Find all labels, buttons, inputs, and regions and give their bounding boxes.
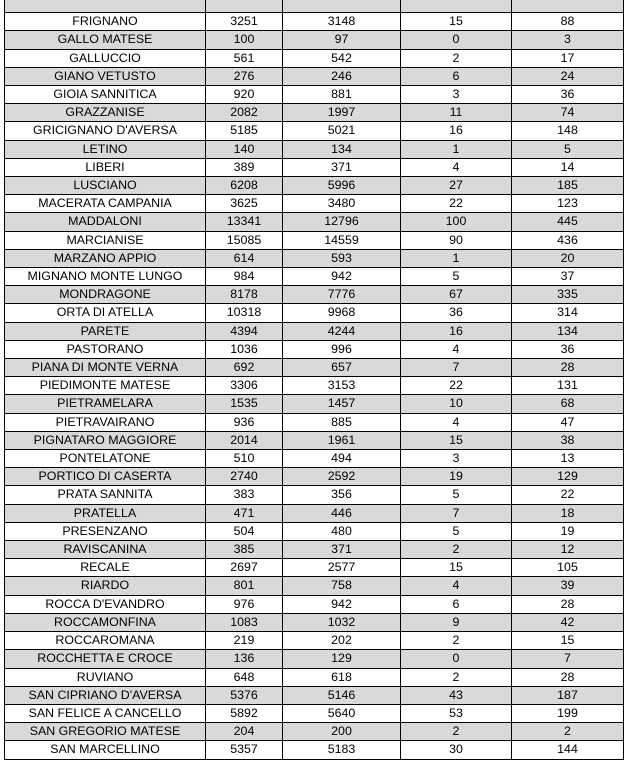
comune-cell: PIETRAVAIRANO <box>5 413 206 431</box>
value-cell-1: 4394 <box>206 322 283 340</box>
value-cell-4: 187 <box>512 686 624 704</box>
value-cell-3: 22 <box>401 377 512 395</box>
value-cell-4: 47 <box>512 413 624 431</box>
value-cell-1: 976 <box>206 595 283 613</box>
table-row <box>5 340 624 358</box>
comune-cell: MARCIANISE <box>5 231 206 249</box>
value-cell-4: 131 <box>512 377 624 395</box>
value-cell-3: 27 <box>401 177 512 195</box>
comune-cell: ROCCA D'EVANDRO <box>5 595 206 613</box>
table-body <box>5 0 624 759</box>
comune-cell: PONTELATONE <box>5 450 206 468</box>
value-cell-3: 1 <box>401 140 512 158</box>
value-cell-2: 9968 <box>283 304 401 322</box>
comune-cell: GALLUCCIO <box>5 49 206 67</box>
comune-cell: RECALE <box>5 559 206 577</box>
value-cell-2: 12796 <box>283 213 401 231</box>
value-cell-3: 7 <box>401 359 512 377</box>
comune-cell: LETINO <box>5 140 206 158</box>
value-cell-3: 4 <box>401 413 512 431</box>
value-cell-2: 2577 <box>283 559 401 577</box>
value-cell-3: 0 <box>401 31 512 49</box>
value-cell-1: 5376 <box>206 686 283 704</box>
value-cell-1: 2740 <box>206 468 283 486</box>
value-cell-4: 5 <box>512 140 624 158</box>
value-cell-2: 881 <box>283 86 401 104</box>
value-cell-4: 28 <box>512 595 624 613</box>
value-cell-2: 885 <box>283 413 401 431</box>
value-cell-4: 19 <box>512 522 624 540</box>
table-row <box>5 613 624 631</box>
value-cell-2: 202 <box>283 632 401 650</box>
value-cell-1: 5185 <box>206 122 283 140</box>
value-cell-2: 657 <box>283 359 401 377</box>
comune-cell: SAN GREGORIO MATESE <box>5 723 206 741</box>
table-row <box>5 504 624 522</box>
value-cell-1: 510 <box>206 450 283 468</box>
value-cell-3: 5 <box>401 486 512 504</box>
value-cell-4: 129 <box>512 468 624 486</box>
value-cell-4: 14 <box>512 158 624 176</box>
value-cell-4: 28 <box>512 668 624 686</box>
value-cell-2: 593 <box>283 249 401 267</box>
value-cell-1: 5357 <box>206 741 283 759</box>
value-cell-2: 5183 <box>283 741 401 759</box>
value-cell-4: 68 <box>512 395 624 413</box>
value-cell-4: 445 <box>512 213 624 231</box>
value-cell-3: 11 <box>401 104 512 122</box>
value-cell-3: 2 <box>401 541 512 559</box>
table-row <box>5 49 624 67</box>
value-cell-3: 100 <box>401 213 512 231</box>
comune-cell: SAN CIPRIANO D'AVERSA <box>5 686 206 704</box>
comune-cell: PIANA DI MONTE VERNA <box>5 359 206 377</box>
comune-cell: GRAZZANISE <box>5 104 206 122</box>
value-cell-3: 2 <box>401 668 512 686</box>
table-row <box>5 541 624 559</box>
value-cell-3: 36 <box>401 304 512 322</box>
value-cell-1: 140 <box>206 140 283 158</box>
value-cell-4: 12 <box>512 541 624 559</box>
table-row <box>5 122 624 140</box>
table-row <box>5 140 624 158</box>
value-cell-2: 494 <box>283 450 401 468</box>
value-cell-2: 942 <box>283 268 401 286</box>
value-cell-3: 3 <box>401 450 512 468</box>
value-cell-1: 385 <box>206 541 283 559</box>
comune-cell: ROCCHETTA E CROCE <box>5 650 206 668</box>
value-cell-3: 3 <box>401 86 512 104</box>
value-cell-4 <box>512 0 624 13</box>
value-cell-3: 67 <box>401 286 512 304</box>
value-cell-4: 22 <box>512 486 624 504</box>
comune-cell <box>5 0 206 13</box>
comune-cell: PIGNATARO MAGGIORE <box>5 431 206 449</box>
value-cell-3: 5 <box>401 522 512 540</box>
value-cell-1 <box>206 0 283 13</box>
value-cell-3: 15 <box>401 431 512 449</box>
value-cell-2: 356 <box>283 486 401 504</box>
value-cell-1: 15085 <box>206 231 283 249</box>
value-cell-2: 246 <box>283 67 401 85</box>
value-cell-3: 43 <box>401 686 512 704</box>
value-cell-2: 3153 <box>283 377 401 395</box>
value-cell-1: 614 <box>206 249 283 267</box>
table-row <box>5 650 624 668</box>
value-cell-2: 371 <box>283 541 401 559</box>
value-cell-2: 5996 <box>283 177 401 195</box>
value-cell-3: 4 <box>401 158 512 176</box>
comune-cell: SAN FELICE A CANCELLO <box>5 704 206 722</box>
value-cell-4: 38 <box>512 431 624 449</box>
value-cell-3: 6 <box>401 595 512 613</box>
table-row <box>5 231 624 249</box>
value-cell-1: 561 <box>206 49 283 67</box>
value-cell-4: 134 <box>512 322 624 340</box>
value-cell-4: 37 <box>512 268 624 286</box>
value-cell-1: 692 <box>206 359 283 377</box>
value-cell-2: 446 <box>283 504 401 522</box>
table-row <box>5 67 624 85</box>
table-row <box>5 31 624 49</box>
value-cell-2: 996 <box>283 340 401 358</box>
value-cell-1: 1083 <box>206 613 283 631</box>
comune-cell: SAN MARCELLINO <box>5 741 206 759</box>
value-cell-4: 2 <box>512 723 624 741</box>
comune-cell: ROCCAMONFINA <box>5 613 206 631</box>
comune-cell: GIANO VETUSTO <box>5 67 206 85</box>
table-row <box>5 195 624 213</box>
value-cell-3: 9 <box>401 613 512 631</box>
value-cell-4: 123 <box>512 195 624 213</box>
table-row <box>5 431 624 449</box>
value-cell-1: 389 <box>206 158 283 176</box>
value-cell-2: 371 <box>283 158 401 176</box>
value-cell-1: 936 <box>206 413 283 431</box>
value-cell-4: 13 <box>512 450 624 468</box>
value-cell-3: 6 <box>401 67 512 85</box>
comune-cell: LUSCIANO <box>5 177 206 195</box>
comune-cell: GIOIA SANNITICA <box>5 86 206 104</box>
table-row <box>5 177 624 195</box>
value-cell-2: 1961 <box>283 431 401 449</box>
value-cell-2: 480 <box>283 522 401 540</box>
value-cell-4: 17 <box>512 49 624 67</box>
table-row <box>5 577 624 595</box>
value-cell-4: 28 <box>512 359 624 377</box>
value-cell-1: 6208 <box>206 177 283 195</box>
table-row <box>5 595 624 613</box>
value-cell-2: 5640 <box>283 704 401 722</box>
value-cell-2: 200 <box>283 723 401 741</box>
comune-cell: RUVIANO <box>5 668 206 686</box>
value-cell-4: 335 <box>512 286 624 304</box>
value-cell-1: 5892 <box>206 704 283 722</box>
value-cell-3: 4 <box>401 340 512 358</box>
value-cell-3: 15 <box>401 559 512 577</box>
value-cell-1: 219 <box>206 632 283 650</box>
table-row <box>5 395 624 413</box>
value-cell-3: 1 <box>401 249 512 267</box>
table-row <box>5 686 624 704</box>
value-cell-4: 3 <box>512 31 624 49</box>
comune-cell: PARETE <box>5 322 206 340</box>
value-cell-3: 16 <box>401 322 512 340</box>
comune-cell: FRIGNANO <box>5 13 206 31</box>
value-cell-1: 276 <box>206 67 283 85</box>
value-cell-1: 10318 <box>206 304 283 322</box>
table-row <box>5 522 624 540</box>
value-cell-2: 14559 <box>283 231 401 249</box>
value-cell-3: 7 <box>401 504 512 522</box>
comune-cell: MONDRAGONE <box>5 286 206 304</box>
value-cell-1: 984 <box>206 268 283 286</box>
value-cell-4: 185 <box>512 177 624 195</box>
value-cell-1: 3625 <box>206 195 283 213</box>
value-cell-1: 100 <box>206 31 283 49</box>
value-cell-4: 24 <box>512 67 624 85</box>
value-cell-2: 542 <box>283 49 401 67</box>
table-row <box>5 0 624 13</box>
table-row <box>5 668 624 686</box>
value-cell-4: 39 <box>512 577 624 595</box>
table-row <box>5 104 624 122</box>
value-cell-2: 758 <box>283 577 401 595</box>
value-cell-3: 5 <box>401 268 512 286</box>
value-cell-2: 1997 <box>283 104 401 122</box>
value-cell-3: 19 <box>401 468 512 486</box>
comune-cell: RIARDO <box>5 577 206 595</box>
value-cell-1: 204 <box>206 723 283 741</box>
comune-cell: LIBERI <box>5 158 206 176</box>
value-cell-3: 53 <box>401 704 512 722</box>
value-cell-2: 97 <box>283 31 401 49</box>
value-cell-2: 1457 <box>283 395 401 413</box>
comune-cell: PORTICO DI CASERTA <box>5 468 206 486</box>
value-cell-1: 2014 <box>206 431 283 449</box>
value-cell-3: 22 <box>401 195 512 213</box>
comune-cell: PIEDIMONTE MATESE <box>5 377 206 395</box>
table-row <box>5 450 624 468</box>
table-row <box>5 413 624 431</box>
value-cell-2: 1032 <box>283 613 401 631</box>
value-cell-3: 90 <box>401 231 512 249</box>
comune-cell: MARZANO APPIO <box>5 249 206 267</box>
value-cell-1: 383 <box>206 486 283 504</box>
value-cell-1: 471 <box>206 504 283 522</box>
comune-cell: MADDALONI <box>5 213 206 231</box>
table-row <box>5 286 624 304</box>
value-cell-1: 801 <box>206 577 283 595</box>
value-cell-3: 30 <box>401 741 512 759</box>
value-cell-4: 88 <box>512 13 624 31</box>
comune-cell: PIETRAMELARA <box>5 395 206 413</box>
value-cell-3: 2 <box>401 49 512 67</box>
comune-cell: PASTORANO <box>5 340 206 358</box>
comune-cell: GALLO MATESE <box>5 31 206 49</box>
value-cell-1: 13341 <box>206 213 283 231</box>
value-cell-3: 0 <box>401 650 512 668</box>
value-cell-4: 314 <box>512 304 624 322</box>
value-cell-2: 5146 <box>283 686 401 704</box>
comune-cell: ROCCAROMANA <box>5 632 206 650</box>
table-row <box>5 723 624 741</box>
comune-cell: ORTA DI ATELLA <box>5 304 206 322</box>
comune-cell: RAVISCANINA <box>5 541 206 559</box>
table-row <box>5 304 624 322</box>
value-cell-4: 74 <box>512 104 624 122</box>
value-cell-2: 7776 <box>283 286 401 304</box>
comune-cell: PRATA SANNITA <box>5 486 206 504</box>
data-table <box>4 0 624 760</box>
value-cell-4: 144 <box>512 741 624 759</box>
table-row <box>5 741 624 759</box>
value-cell-4: 148 <box>512 122 624 140</box>
value-cell-4: 18 <box>512 504 624 522</box>
value-cell-2: 2592 <box>283 468 401 486</box>
value-cell-3: 15 <box>401 13 512 31</box>
value-cell-4: 36 <box>512 340 624 358</box>
comune-cell: GRICIGNANO D'AVERSA <box>5 122 206 140</box>
value-cell-1: 3251 <box>206 13 283 31</box>
value-cell-4: 20 <box>512 249 624 267</box>
value-cell-2: 4244 <box>283 322 401 340</box>
value-cell-4: 36 <box>512 86 624 104</box>
value-cell-1: 2082 <box>206 104 283 122</box>
value-cell-3: 2 <box>401 723 512 741</box>
comune-cell: MACERATA CAMPANIA <box>5 195 206 213</box>
value-cell-2: 134 <box>283 140 401 158</box>
value-cell-1: 920 <box>206 86 283 104</box>
table-row <box>5 359 624 377</box>
value-cell-1: 1036 <box>206 340 283 358</box>
value-cell-1: 1535 <box>206 395 283 413</box>
value-cell-3: 10 <box>401 395 512 413</box>
table-row <box>5 468 624 486</box>
table-row <box>5 486 624 504</box>
table-row <box>5 213 624 231</box>
value-cell-3: 16 <box>401 122 512 140</box>
value-cell-2: 129 <box>283 650 401 668</box>
value-cell-4: 105 <box>512 559 624 577</box>
value-cell-4: 7 <box>512 650 624 668</box>
table-row <box>5 704 624 722</box>
value-cell-2: 942 <box>283 595 401 613</box>
table-row <box>5 322 624 340</box>
value-cell-2: 3148 <box>283 13 401 31</box>
table-row <box>5 268 624 286</box>
table-row <box>5 632 624 650</box>
comune-cell: PRESENZANO <box>5 522 206 540</box>
table-row <box>5 158 624 176</box>
table-row <box>5 377 624 395</box>
value-cell-4: 15 <box>512 632 624 650</box>
value-cell-4: 436 <box>512 231 624 249</box>
value-cell-2: 5021 <box>283 122 401 140</box>
comune-cell: MIGNANO MONTE LUNGO <box>5 268 206 286</box>
value-cell-2: 3480 <box>283 195 401 213</box>
table-row <box>5 559 624 577</box>
value-cell-3 <box>401 0 512 13</box>
value-cell-4: 42 <box>512 613 624 631</box>
value-cell-3: 4 <box>401 577 512 595</box>
value-cell-4: 199 <box>512 704 624 722</box>
value-cell-1: 2697 <box>206 559 283 577</box>
value-cell-2 <box>283 0 401 13</box>
comune-cell: PRATELLA <box>5 504 206 522</box>
value-cell-1: 8178 <box>206 286 283 304</box>
table-row <box>5 249 624 267</box>
value-cell-2: 618 <box>283 668 401 686</box>
table-row <box>5 13 624 31</box>
value-cell-1: 3306 <box>206 377 283 395</box>
value-cell-1: 648 <box>206 668 283 686</box>
table-row <box>5 86 624 104</box>
value-cell-1: 504 <box>206 522 283 540</box>
value-cell-1: 136 <box>206 650 283 668</box>
value-cell-3: 2 <box>401 632 512 650</box>
